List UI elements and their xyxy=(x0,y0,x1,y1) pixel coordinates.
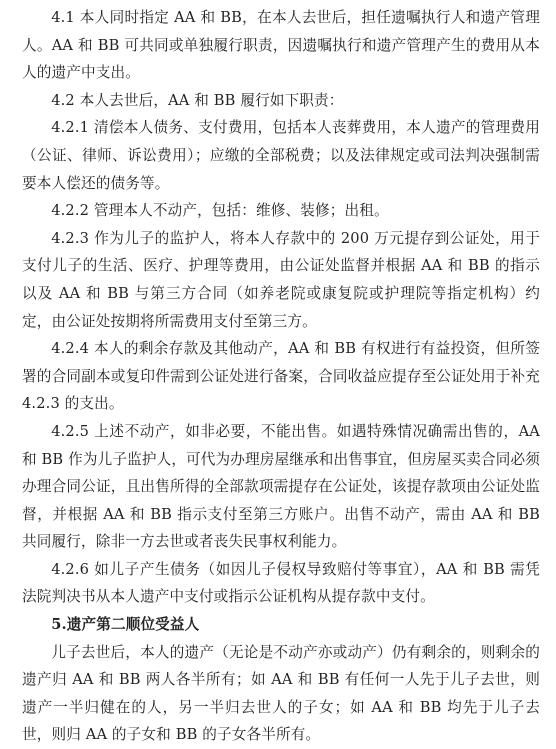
paragraph-4-2-4: 4.2.4 本人的剩余存款及其他动产，AA 和 BB 有权进行有益投资，但所签署的合同副本或复印件需到公证处进行备案，合同收益应提存至公证处用于补充 4.2.3 的支出。 xyxy=(22,340,540,413)
paragraph-4-2-6: 4.2.6 如儿子产生债务（如因儿子侵权导致赔付等事宜），AA 和 BB 需凭法院判决书从本人遗产中支付或指示公证机构从提存款中支付。 xyxy=(22,560,540,606)
paragraph-4-2-3: 4.2.3 作为儿子的监护人，将本人存款中的 200 万元提存到公证处，用于支付儿子的生活、医疗、护理等费用，由公证处监督并根据 AA 和 BB 的指示以及 AA 和 BB 与第三方合同（如养老院或康复院或护理院等指定机构）约定，由公证处按期将所需费用支付至第三方。 xyxy=(22,229,540,330)
paragraph-4-2-2: 4.2.2 管理本人不动产，包括：维修、装修；出租。 xyxy=(51,202,389,220)
paragraph-4-1: 4.1 本人同时指定 AA 和 BB，在本人去世后，担任遗嘱执行人和遗产管理人。AA 和 BB 可共同或单独履行职责，因遗嘱执行和遗产管理产生的费用从本人的遗产中支出。 xyxy=(22,9,540,82)
section-heading: 5.遗产第二顺位受益人 xyxy=(51,616,200,634)
paragraph-4-2-1: 4.2.1 清偿本人债务、支付费用，包括本人丧葬费用，本人遗产的管理费用（公证、律师、诉讼费用）；应缴的全部税费；以及法律规定或司法判决强制需要本人偿还的债务等。 xyxy=(22,119,540,192)
paragraph-4-2: 4.2 本人去世后，AA 和 BB 履行如下职责： xyxy=(51,91,344,109)
paragraph-4-2-5: 4.2.5 上述不动产，如非必要，不能出售。如遇特殊情况确需出售的，AA 和 BB 作为儿子监护人，可代为办理房屋继承和出售事宜，但房屋买卖合同必须办理合同公证，且出售所得的全部款项需提存在公证处，该提存款项由公证处监督，并根据 AA 和 BB 指示支付至第三方账户。出售不动产，需由 AA 和 BB 共同履行，除非一方去世或者丧失民事权利能力。 xyxy=(22,422,540,551)
paragraph-section-5: 儿子去世后，本人的遗产（无论是不动产亦或动产）仍有剩余的，则剩余的遗产归 AA 和 BB 两人各半所有；如 AA 和 BB 有任何一人先于儿子去世，则遗产一半归健在的人，另一半归去世人的子女；如 AA 和 BB 均先于儿子去世，则归 AA 的子女和 BB 的子女各半所有。 xyxy=(22,643,540,744)
